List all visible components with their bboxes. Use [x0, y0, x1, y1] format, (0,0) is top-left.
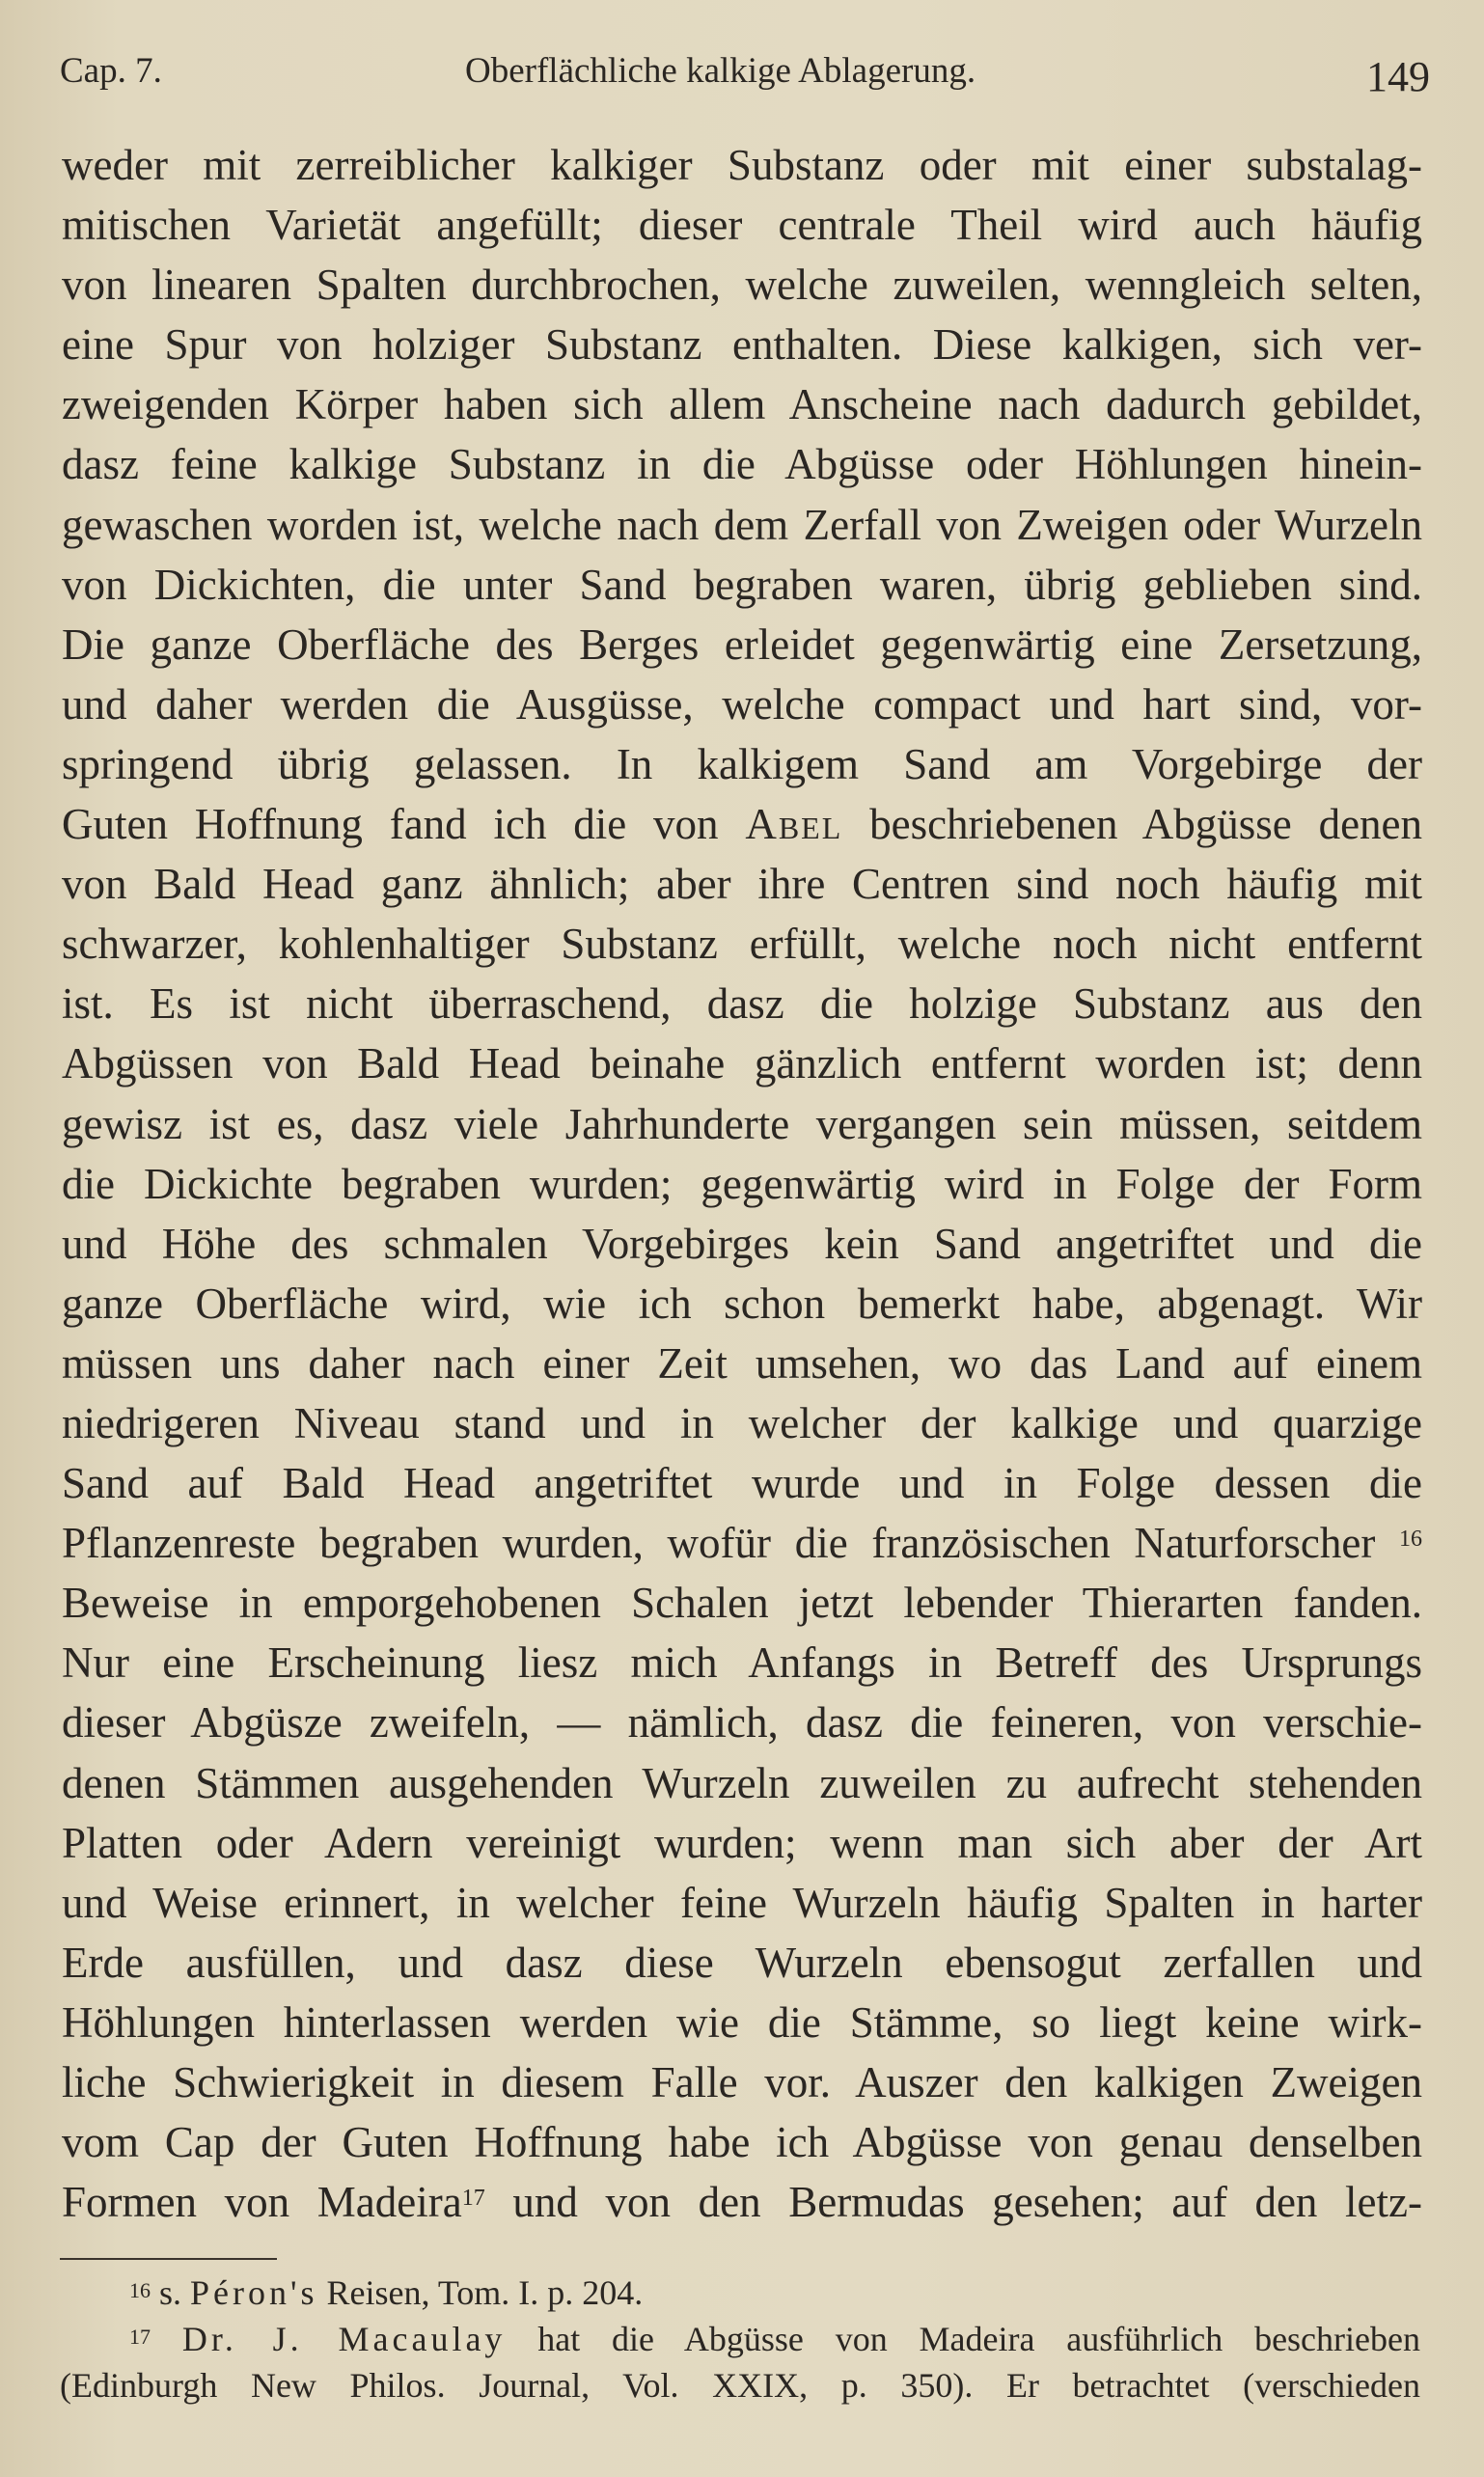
- text-line: Abgüssen von Bald Head beinahe gänzlich entfernt worden ist; denn: [62, 1039, 1422, 1088]
- text-line: Erde ausfüllen, und dasz diese Wurzeln ebensogut zerfallen und: [62, 1938, 1422, 1987]
- footnote-ref-16[interactable]: 16: [1399, 1527, 1422, 1553]
- text-line: schwarzer, kohlenhaltiger Substanz erfüllt, welche noch nicht entfernt: [62, 920, 1422, 969]
- text-line: Sand auf Bald Head angetriftet wurde und in Folge dessen die: [62, 1459, 1422, 1508]
- footnotes: [60, 2270, 1420, 2408]
- text-line-with-author: [62, 794, 1422, 854]
- text-line: ganze Oberfläche wird, wie ich schon bemerkt habe, abgenagt. Wir: [62, 1279, 1422, 1328]
- footnote-text: Reisen, Tom. I. p. 204.: [326, 2273, 644, 2312]
- text-line: müssen uns daher nach einer Zeit umsehen, wo das Land auf einem: [62, 1338, 1422, 1388]
- footnote-number: 17: [129, 2325, 151, 2349]
- text-line: und Weise erinnert, in welcher feine Wurzeln häufig Spalten in harter: [62, 1878, 1422, 1927]
- text-line: von Bald Head ganz ähnlich; aber ihre Centren sind noch häufig mit: [62, 860, 1422, 909]
- footnote-author: Dr. J. Macaulay: [181, 2320, 507, 2358]
- text-line: dasz feine kalkige Substanz in die Abgüsse oder Höhlungen hinein-: [62, 440, 1422, 489]
- text-line: von linearen Spalten durchbrochen, welche zuweilen, wenngleich selten,: [62, 261, 1422, 310]
- text-line: Nur eine Erscheinung liesz mich Anfangs in Betreff des Ursprungs: [62, 1638, 1422, 1688]
- text-line: und daher werden die Ausgüsse, welche compact und hart sind, vor-: [62, 679, 1422, 729]
- text-line: vom Cap der Guten Hoffnung habe ich Abgüsse von genau denselben: [62, 2118, 1422, 2167]
- text-line: mitischen Varietät angefüllt; dieser centrale Theil wird auch häufig: [62, 201, 1422, 250]
- page-header: [60, 46, 1430, 104]
- footnote-ref-17[interactable]: 17: [461, 2186, 485, 2212]
- text-line: Die ganze Oberfläche des Berges erleidet gegenwärtig eine Zersetzung,: [62, 619, 1422, 669]
- text-line: denen Stämmen ausgehenden Wurzeln zuweilen zu aufrecht stehenden: [62, 1758, 1422, 1807]
- text-line: niedrigeren Niveau stand und in welcher der kalkige und quarzige: [62, 1398, 1422, 1447]
- text-line: die Dickichte begraben wurden; gegenwärtig wird in Folge der Form: [62, 1159, 1422, 1208]
- author-name-abel: Abel: [745, 800, 843, 849]
- chapter-label: Cap. 7.: [60, 51, 162, 91]
- footnote-author: Péron's: [190, 2273, 318, 2312]
- text-segment: Formen von Madeira: [62, 2178, 462, 2227]
- text-line: Beweise in emporgehobenen Schalen jetzt lebender Thierarten fanden.: [62, 1579, 1422, 1628]
- text-line: springend übrig gelassen. In kalkigem Sand am Vorgebirge der: [62, 739, 1422, 788]
- text-segment: Pflanzenreste begraben wurden, wofür die französischen Naturforscher: [62, 1519, 1376, 1568]
- text-line: Höhlungen hinterlassen werden wie die Stämme, so liegt keine wirk-: [62, 1997, 1422, 2047]
- text-segment: und von den Bermudas gesehen; auf den letz-: [512, 2178, 1422, 2227]
- footnote-rule: [60, 2258, 277, 2260]
- footnote-number: 16: [129, 2278, 151, 2302]
- text-line: eine Spur von holziger Substanz enthalten. Diese kalkigen, sich ver-: [62, 320, 1422, 370]
- footnote-17: [60, 2316, 1420, 2362]
- page-number: 149: [1366, 53, 1430, 100]
- footnote-text: s.: [159, 2273, 182, 2312]
- text-line: zweigenden Körper haben sich allem Anscheine nach dadurch gebildet,: [62, 380, 1422, 429]
- text-segment: Guten Hoffnung fand ich die von: [62, 800, 719, 849]
- text-line-with-ref: [62, 1513, 1422, 1573]
- footnote-text: hat die Abgüsse von Madeira ausführlich beschrieben: [537, 2320, 1420, 2358]
- text-line: Platten oder Adern vereinigt wurden; wenn man sich aber der Art: [62, 1818, 1422, 1867]
- text-line: und Höhe des schmalen Vorgebirges kein Sand angetriftet und die: [62, 1219, 1422, 1268]
- text-line: gewisz ist es, dasz viele Jahrhunderte vergangen sein müssen, seitdem: [62, 1099, 1422, 1148]
- body-text: [62, 135, 1422, 2232]
- text-line: gewaschen worden ist, welche nach dem Zerfall von Zweigen oder Wurzeln: [62, 500, 1422, 549]
- text-line-with-ref: [62, 2172, 1422, 2232]
- text-line: dieser Abgüsze zweifeln, — nämlich, dasz die feineren, von verschie-: [62, 1698, 1422, 1748]
- text-line: weder mit zerreiblicher kalkiger Substanz oder mit einer substalag-: [62, 141, 1422, 189]
- text-line: von Dickichten, die unter Sand begraben waren, übrig geblieben sind.: [62, 560, 1422, 609]
- running-title: Oberflächliche kalkige Ablagerung.: [465, 51, 976, 91]
- footnote-16: [60, 2270, 1420, 2316]
- text-segment: beschriebenen Abgüsse denen: [869, 800, 1423, 849]
- text-line: liche Schwierigkeit in diesem Falle vor. Auszer den kalkigen Zweigen: [62, 2058, 1422, 2106]
- text-line: ist. Es ist nicht überraschend, dasz die holzige Substanz aus den: [62, 979, 1422, 1029]
- footnote-17-continued: (Edinburgh New Philos. Journal, Vol. XXIX, p. 350). Er betrachtet (verschieden: [60, 2366, 1420, 2405]
